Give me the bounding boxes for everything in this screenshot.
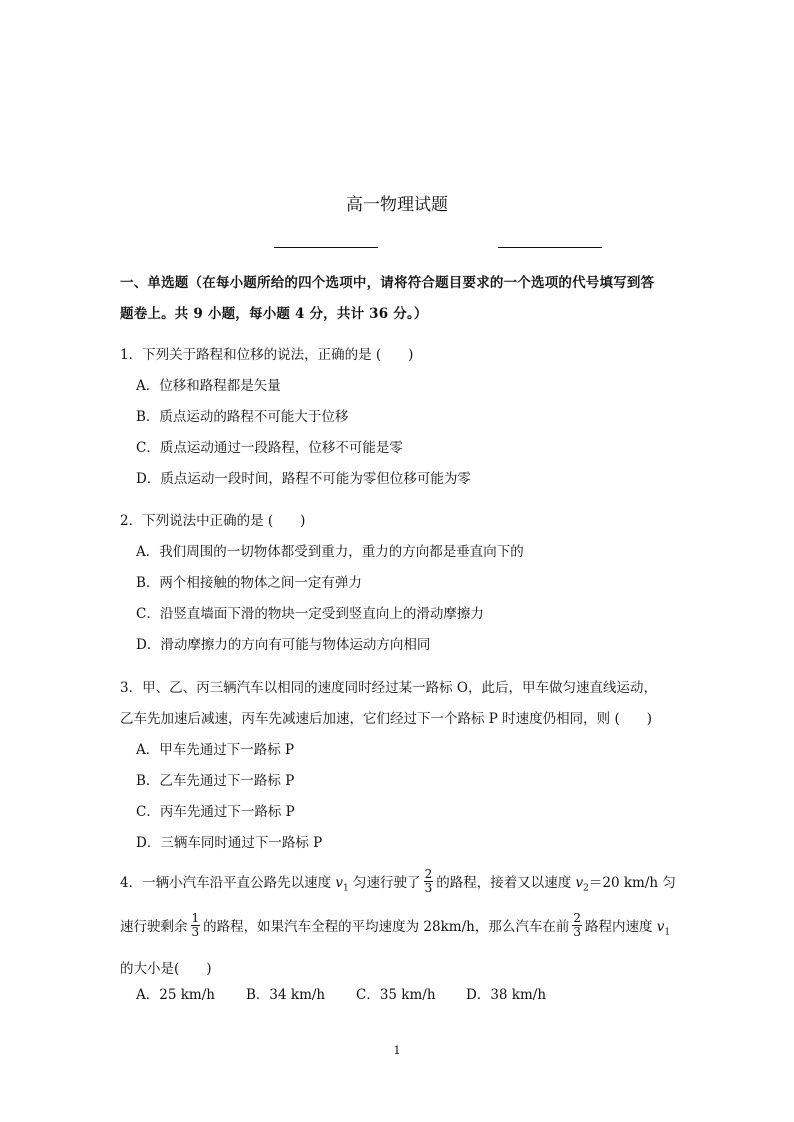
question-4-option-c: C．35 km/h (356, 987, 436, 1003)
question-4-options (136, 983, 576, 1003)
q4-text: 的路程，如果汽车全程的平均速度为 28km/h，那么汽车在前 (203, 919, 570, 935)
q4-velocity-symbol: v (656, 919, 665, 935)
fraction-two-thirds (424, 868, 434, 895)
question-4-stem-line2 (120, 911, 671, 941)
fraction-numerator: 1 (191, 911, 200, 925)
section-heading-line1: 一、单选题（在每小题所给的四个选项中，请将符合题目要求的一个选项的代号填写到答 (120, 275, 655, 291)
q4-text: 匀速行驶了 (348, 875, 421, 891)
q4-velocity-symbol: v (575, 875, 584, 891)
fraction-numerator: 2 (573, 911, 581, 925)
q4-velocity-subscript: 1 (664, 927, 671, 938)
question-1-stem: 1．下列关于路程和位移的说法，正确的是 ( ) (120, 347, 414, 363)
section-heading-line2: 题卷上。共 9 小题，每小题 4 分，共计 36 分。） (120, 306, 428, 322)
question-3-option-b: B．乙车先通过下一路标 P (136, 773, 295, 789)
q4-text: 速行驶剩余 (120, 919, 188, 935)
q4-velocity-subscript: 2 (583, 883, 589, 894)
page-title: 高一物理试题 (346, 195, 448, 215)
q4-velocity-symbol: v (335, 875, 344, 891)
question-3-stem-line1: 3．甲、乙、丙三辆汽车以相同的速度同时经过某一路标 O，此后，甲车做匀速直线运动， (120, 680, 657, 696)
name-blank-left (274, 247, 378, 248)
question-2-stem: 2．下列说法中正确的是 ( ) (120, 513, 306, 529)
question-3-option-a: A．甲车先通过下一路标 P (136, 742, 295, 758)
q4-text: 的路程，接着又以速度 (436, 875, 576, 891)
question-4-option-d: D．38 km/h (466, 987, 547, 1003)
fraction-two-thirds (572, 912, 582, 939)
question-3-option-c: C．丙车先通过下一路标 P (136, 804, 295, 820)
question-4-stem-line3: 的大小是( ) (120, 961, 212, 977)
question-2-option-b: B．两个相接触的物体之间一定有弹力 (136, 575, 362, 591)
fraction-denominator: 3 (573, 925, 581, 939)
question-4-option-b: B．34 km/h (246, 987, 326, 1003)
question-1-option-c: C．质点运动通过一段路程，位移不可能是零 (136, 440, 403, 456)
name-blank-right (498, 247, 602, 248)
question-3-stem-line2: 乙车先加速后减速，丙车先减速后加速，它们经过下一个路标 P 时速度仍相同，则 ( ) (120, 711, 652, 727)
question-1-option-b: B．质点运动的路程不可能大于位移 (136, 409, 349, 425)
fraction-denominator: 3 (424, 881, 433, 895)
q4-text: 4．一辆小汽车沿平直公路先以速度 (120, 875, 336, 891)
question-1-option-a: A．位移和路程都是矢量 (136, 378, 281, 394)
q4-velocity-subscript: 1 (343, 883, 349, 894)
question-2-option-a: A．我们周围的一切物体都受到重力，重力的方向都是垂直向下的 (136, 544, 524, 560)
question-2-option-c: C．沿竖直墙面下滑的物块一定受到竖直向上的滑动摩擦力 (136, 606, 484, 622)
question-3-option-d: D．三辆车同时通过下一路标 P (136, 835, 323, 851)
question-4-stem-line1 (120, 867, 676, 897)
fraction-one-third (191, 912, 201, 939)
fraction-denominator: 3 (191, 925, 200, 939)
question-2-option-d: D．滑动摩擦力的方向有可能与物体运动方向相同 (136, 637, 431, 653)
page-number: 1 (393, 1044, 401, 1057)
question-1-option-d: D．质点运动一段时间，路程不可能为零但位移可能为零 (136, 471, 471, 487)
q4-text: 路程内速度 (584, 919, 657, 935)
q4-text: ＝20 km/h 匀 (588, 875, 676, 891)
fraction-numerator: 2 (424, 867, 433, 881)
question-4-option-a: A．25 km/h (136, 987, 215, 1003)
